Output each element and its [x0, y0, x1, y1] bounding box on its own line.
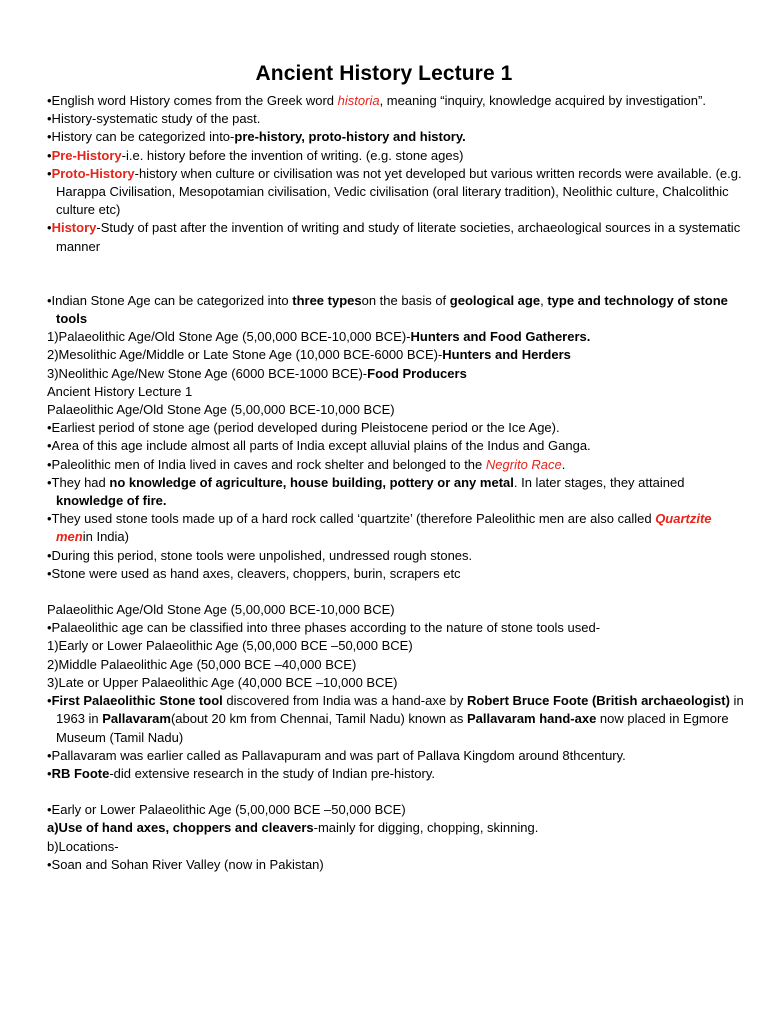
text: 1)Early or Lower Palaeolithic Age (5,00,000 BCE –50,000 BCE) [47, 638, 413, 654]
repeated-heading [47, 383, 747, 401]
term-proto-history: Proto-History [51, 165, 135, 181]
para-pallavaram [47, 747, 747, 765]
text: •Earliest period of stone age (period developed during Pleistocene period or the Ice Age). [47, 420, 560, 436]
para-history [47, 219, 747, 255]
text: (about 20 km from Chennai, Tamil Nadu) known as [170, 711, 467, 727]
text: discovered from India was a hand-axe by [222, 693, 468, 709]
text: Palaeolithic Age/Old Stone Age (5,00,000 BCE-10,000 BCE) [47, 602, 395, 618]
bold-text: pre-history, proto-history and history. [234, 129, 466, 145]
text: -i.e. history before the invention of writing. (e.g. stone ages) [121, 147, 464, 163]
text: •Pallavaram was earlier called as Pallavapuram and was part of Pallava Kingdom around 8thcentury. [47, 747, 626, 763]
bold-text: Pallavaram hand-axe [466, 711, 597, 727]
list-item-palaeolithic [47, 328, 747, 346]
text: b)Locations- [47, 838, 119, 854]
document-body [47, 92, 747, 874]
text: now placed in Egmore Museum (Tamil Nadu) [56, 711, 729, 745]
para-stone-age-types [47, 292, 747, 328]
para-no-knowledge [47, 474, 747, 510]
text: . [561, 456, 566, 472]
para-rb-foote [47, 765, 747, 783]
bold-text: three types [292, 292, 362, 308]
para-history-categories [47, 128, 747, 146]
para-first-tool [47, 692, 747, 747]
para-three-phases [47, 619, 747, 637]
text: . In later stages, they attained [513, 474, 685, 490]
list-item-lower [47, 637, 747, 655]
text: 2)Mesolithic Age/Middle or Late Stone Age (10,000 BCE-6000 BCE)- [47, 347, 443, 363]
bullet: • [47, 765, 52, 781]
term-historia: historia [337, 93, 380, 108]
text: on the basis of [361, 292, 450, 308]
term-quartzite-men: Quartzite men [56, 511, 712, 545]
page-title: Ancient History Lecture 1 [255, 62, 513, 85]
text: •During this period, stone tools were unpolished, undressed rough stones. [47, 547, 473, 563]
para-hand-axes [47, 819, 747, 837]
bullet: • [47, 693, 52, 709]
text: -Study of past after the invention of writing and study of literate societies, archaeological sources in a systematic manner [56, 220, 741, 254]
bullet: • [47, 147, 52, 163]
subheading-palaeolithic [47, 401, 747, 419]
bold-text: knowledge of fire. [56, 493, 167, 509]
text: in 1963 in [56, 693, 744, 727]
bold-text: Pallavaram [102, 711, 171, 727]
term-history: History [51, 220, 97, 236]
text: 2)Middle Palaeolithic Age (50,000 BCE –40,000 BCE) [47, 656, 357, 672]
bold-text: First Palaeolithic Stone tool [51, 693, 223, 709]
text: Palaeolithic Age/Old Stone Age (5,00,000 BCE-10,000 BCE) [47, 402, 395, 418]
text: 1)Palaeolithic Age/Old Stone Age (5,00,000 BCE-10,000 BCE)- [47, 329, 411, 345]
subheading-palaeolithic-2 [47, 601, 747, 619]
term-pre-history: Pre-History [51, 147, 122, 163]
bold-text: Hunters and Herders [442, 347, 571, 363]
para-quartzite [47, 510, 747, 546]
text: •History can be categorized into- [47, 129, 235, 145]
bullet: • [47, 165, 52, 181]
text: in India) [82, 529, 129, 545]
para-lower-palaeolithic [47, 801, 747, 819]
para-history-origin [47, 92, 747, 110]
para-earliest-period [47, 419, 747, 437]
text: -history when culture or civilisation was not yet developed but various written records were available. (e.g. Harappa Civilisation, Mesopotamian civilisation, Vedic civilisation (oral literary tradition), Neolithic culture, Chalcolithic culture etc) [56, 165, 742, 218]
bold-text: type and technology of stone tools [56, 292, 728, 327]
para-pre-history [47, 147, 747, 165]
text: •Palaeolithic age can be classified into three phases according to the nature of stone tools used- [47, 620, 601, 636]
text: •History-systematic study of the past. [47, 111, 261, 127]
para-soan-valley [47, 856, 747, 874]
text: •They had [47, 474, 110, 490]
text: -mainly for digging, chopping, skinning. [313, 820, 539, 836]
para-area [47, 437, 747, 455]
text: •They used stone tools made up of a hard rock called ‘quartzite’ (therefore Paleolithic men are also called [47, 511, 656, 527]
list-item-neolithic [47, 365, 747, 383]
text: •Indian Stone Age can be categorized into [47, 292, 293, 308]
bold-text: geological age [449, 292, 541, 308]
list-item-middle [47, 656, 747, 674]
bullet: • [47, 220, 52, 236]
text: Ancient History Lecture 1 [47, 383, 193, 399]
para-unpolished-tools [47, 547, 747, 565]
bold-text: no knowledge of agriculture, house building, pottery or any metal [109, 474, 514, 490]
para-paleolithic-men [47, 456, 747, 474]
section-gap [47, 783, 747, 801]
bold-text: a)Use of hand axes, choppers and cleavers [47, 820, 314, 836]
list-item-upper [47, 674, 747, 692]
bold-text: Food Producers [367, 365, 467, 381]
text: -did extensive research in the study of Indian pre-history. [109, 765, 435, 781]
text: •Soan and Sohan River Valley (now in Pakistan) [47, 856, 324, 872]
text: •Stone were used as hand axes, cleavers, choppers, burin, scrapers etc [47, 565, 461, 581]
term-negrito-race: Negrito Race [485, 456, 562, 472]
text: 3)Neolithic Age/New Stone Age (6000 BCE-1000 BCE)- [47, 365, 368, 381]
section-gap [47, 583, 747, 601]
text: •Area of this age include almost all parts of India except alluvial plains of the Indus and Ganga. [47, 438, 591, 454]
section-gap [47, 256, 747, 292]
text: •Paleolithic men of India lived in caves and rock shelter and belonged to the [47, 456, 486, 472]
para-locations [47, 838, 747, 856]
text: , [540, 292, 548, 308]
text: , meaning “inquiry, knowledge acquired by investigation”. [379, 93, 706, 108]
list-item-mesolithic [47, 346, 747, 364]
bold-text: Robert Bruce Foote (British archaeologist) [467, 693, 730, 709]
bold-text: Hunters and Food Gatherers. [410, 329, 591, 345]
para-tool-uses [47, 565, 747, 583]
bold-text: RB Foote [51, 765, 110, 781]
text: •Early or Lower Palaeolithic Age (5,00,000 BCE –50,000 BCE) [47, 802, 406, 818]
text: •English word History comes from the Greek word [47, 93, 338, 108]
text: 3)Late or Upper Palaeolithic Age (40,000 BCE –10,000 BCE) [47, 674, 398, 690]
para-history-definition [47, 110, 747, 128]
para-proto-history [47, 165, 747, 220]
